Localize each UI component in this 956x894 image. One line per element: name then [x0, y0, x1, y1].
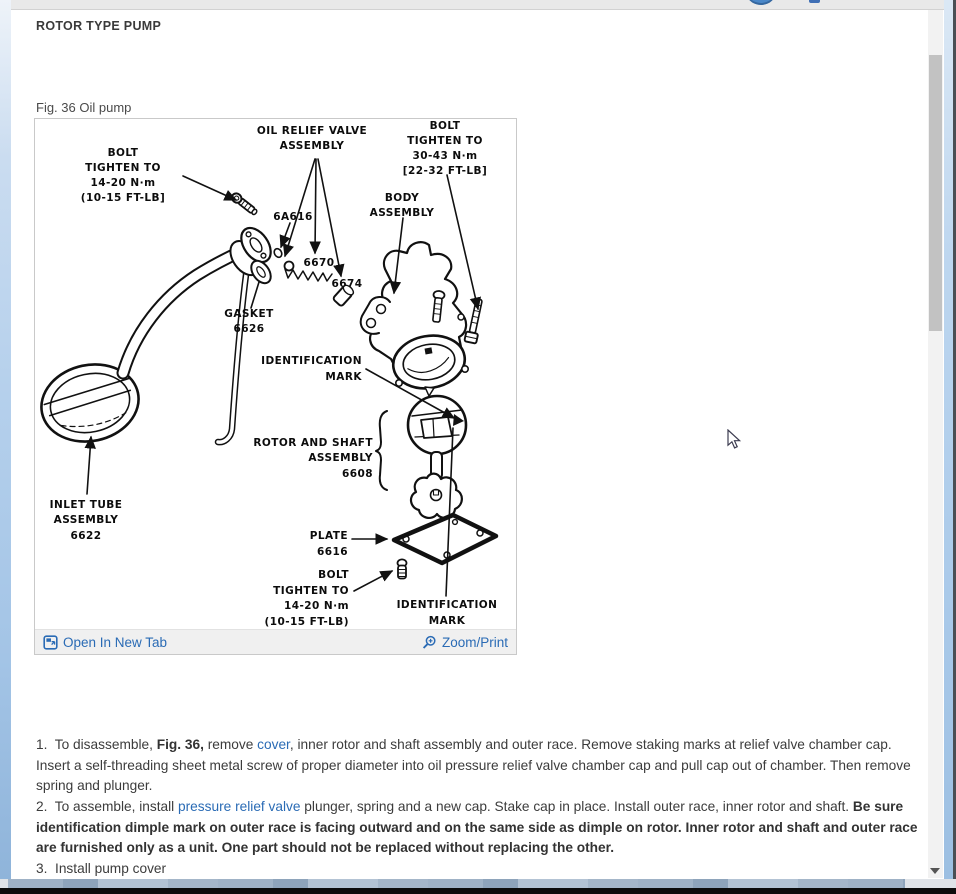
svg-text:14-20 N·m: 14-20 N·m	[90, 177, 156, 189]
svg-text:(10-15 FT-LB]: (10-15 FT-LB]	[80, 192, 166, 204]
plug-6670	[285, 262, 294, 271]
open-in-new-tab-icon	[43, 635, 58, 650]
svg-text:TIGHTEN TO: TIGHTEN TO	[85, 162, 161, 174]
page-edge-left	[0, 0, 11, 879]
relief-spring	[285, 269, 332, 281]
step-1: 1. To disassemble, Fig. 36, remove cover, inner rotor and shaft assembly and outer race. Remove staking marks at relief valve chamber cap. Insert a self-threading sheet metal screw of proper diameter into oil pressure relief valve chamber cap and pull cap out of chamber. Then remove spring and plunger.	[36, 737, 915, 794]
step-3-text: 3. Install pump cover	[36, 860, 167, 876]
outer-race	[408, 396, 466, 454]
page-edge-right	[944, 0, 953, 879]
inlet-tube	[123, 250, 248, 442]
label-bolt-top-left: BOLT	[107, 147, 139, 159]
svg-text:ASSEMBLY: ASSEMBLY	[308, 452, 373, 464]
label-plate: PLATE	[309, 530, 348, 542]
open-in-new-tab-label: Open In New Tab	[63, 634, 168, 650]
step-2-warning: Be sure identification dimple mark on outer race is facing outward and on the same side as dimple on rotor. Inner rotor and shaft and outer race are furnished only as a unit. One part should not be replaced without replacing the other.	[36, 798, 922, 856]
figure-box	[34, 118, 517, 655]
label-bolt-bottom: BOLT	[318, 569, 349, 581]
body-bolt-b	[464, 298, 485, 344]
body-assembly-part	[361, 242, 469, 396]
svg-text:6616: 6616	[316, 546, 348, 558]
step-2: 2. To assemble, install pressure relief valve plunger, spring and a new cap. Stake cap in place. Install outer race, inner rotor and shaft. Be sure identification dimple mark on outer race is facing outward and on the same side as dimple on rotor. Inner rotor and shaft and outer race are furnished only as a unit. One part should not be replaced without replacing the other.	[36, 798, 922, 856]
label-id-mark-upper: IDENTIFICATION	[261, 355, 362, 367]
step-2-text: 2. To assemble, install	[36, 798, 179, 814]
mouse-cursor	[727, 429, 742, 451]
label-6a616: 6A616	[273, 211, 313, 223]
rotor-shaft-part	[411, 452, 462, 518]
svg-text:6626: 6626	[233, 323, 265, 335]
plate-part	[394, 515, 496, 563]
svg-text:6622: 6622	[70, 530, 102, 542]
bolt-top-left-part	[230, 192, 259, 217]
label-6670: 6670	[303, 257, 335, 269]
svg-text:[22-32 FT-LB]: [22-32 FT-LB]	[402, 165, 488, 177]
pressure-relief-valve-link[interactable]: pressure relief valve	[178, 798, 301, 814]
bottom-window-edge	[0, 888, 956, 894]
label-6674: 6674	[331, 278, 363, 290]
partial-blue-icon	[809, 0, 820, 3]
zoom-print-label: Zoom/Print	[441, 634, 508, 650]
cover-link[interactable]: cover	[257, 737, 290, 752]
svg-text:14-20 N·m: 14-20 N·m	[283, 600, 349, 612]
label-oil-relief-valve: OIL RELIEF VALVE	[256, 125, 368, 137]
bolt-bottom-part	[398, 559, 407, 578]
svg-text:MARK: MARK	[325, 371, 362, 383]
fig-36-ref: Fig. 36,	[156, 737, 204, 752]
zoom-print-link[interactable]	[422, 635, 508, 650]
label-inlet-tube: INLET TUBE	[49, 499, 123, 511]
svg-text:ASSEMBLY: ASSEMBLY	[369, 207, 435, 219]
step-1-text: 1. To disassemble,	[36, 737, 157, 752]
svg-text:ASSEMBLY: ASSEMBLY	[279, 140, 345, 152]
partial-blue-circle-icon	[745, 0, 777, 5]
scrollbar-down-arrow-icon[interactable]	[930, 868, 940, 874]
page-title: ROTOR TYPE PUMP	[36, 19, 162, 33]
step-3	[36, 859, 920, 880]
svg-text:(10-15 FT-LB): (10-15 FT-LB)	[264, 616, 349, 628]
magnifier-plus-icon	[422, 635, 437, 650]
rotor-brace	[376, 411, 387, 490]
label-gasket: GASKET	[224, 308, 274, 320]
label-id-mark-lower: IDENTIFICATION	[396, 599, 498, 611]
label-bolt-top-right: BOLT	[429, 120, 461, 132]
svg-text:30-43 N·m: 30-43 N·m	[412, 150, 478, 162]
oil-pump-diagram	[35, 119, 516, 630]
instruction-steps	[36, 735, 920, 880]
figure-footer	[35, 629, 516, 654]
plug-6a616	[273, 247, 284, 258]
vertical-scrollbar-thumb[interactable]	[929, 55, 942, 331]
svg-text:MARK: MARK	[428, 615, 466, 627]
label-rotor-shaft: ROTOR AND SHAFT	[253, 437, 373, 449]
label-body-assembly: BODY	[384, 192, 420, 204]
vertical-scrollbar[interactable]	[928, 10, 943, 878]
svg-text:TIGHTEN TO: TIGHTEN TO	[273, 585, 349, 597]
open-in-new-tab-link[interactable]	[43, 635, 167, 650]
browser-topbar	[0, 0, 956, 10]
figure-caption: Fig. 36 Oil pump	[36, 100, 132, 115]
svg-text:ASSEMBLY: ASSEMBLY	[53, 514, 119, 526]
svg-text:6608: 6608	[341, 468, 373, 480]
svg-text:TIGHTEN TO: TIGHTEN TO	[407, 135, 483, 147]
